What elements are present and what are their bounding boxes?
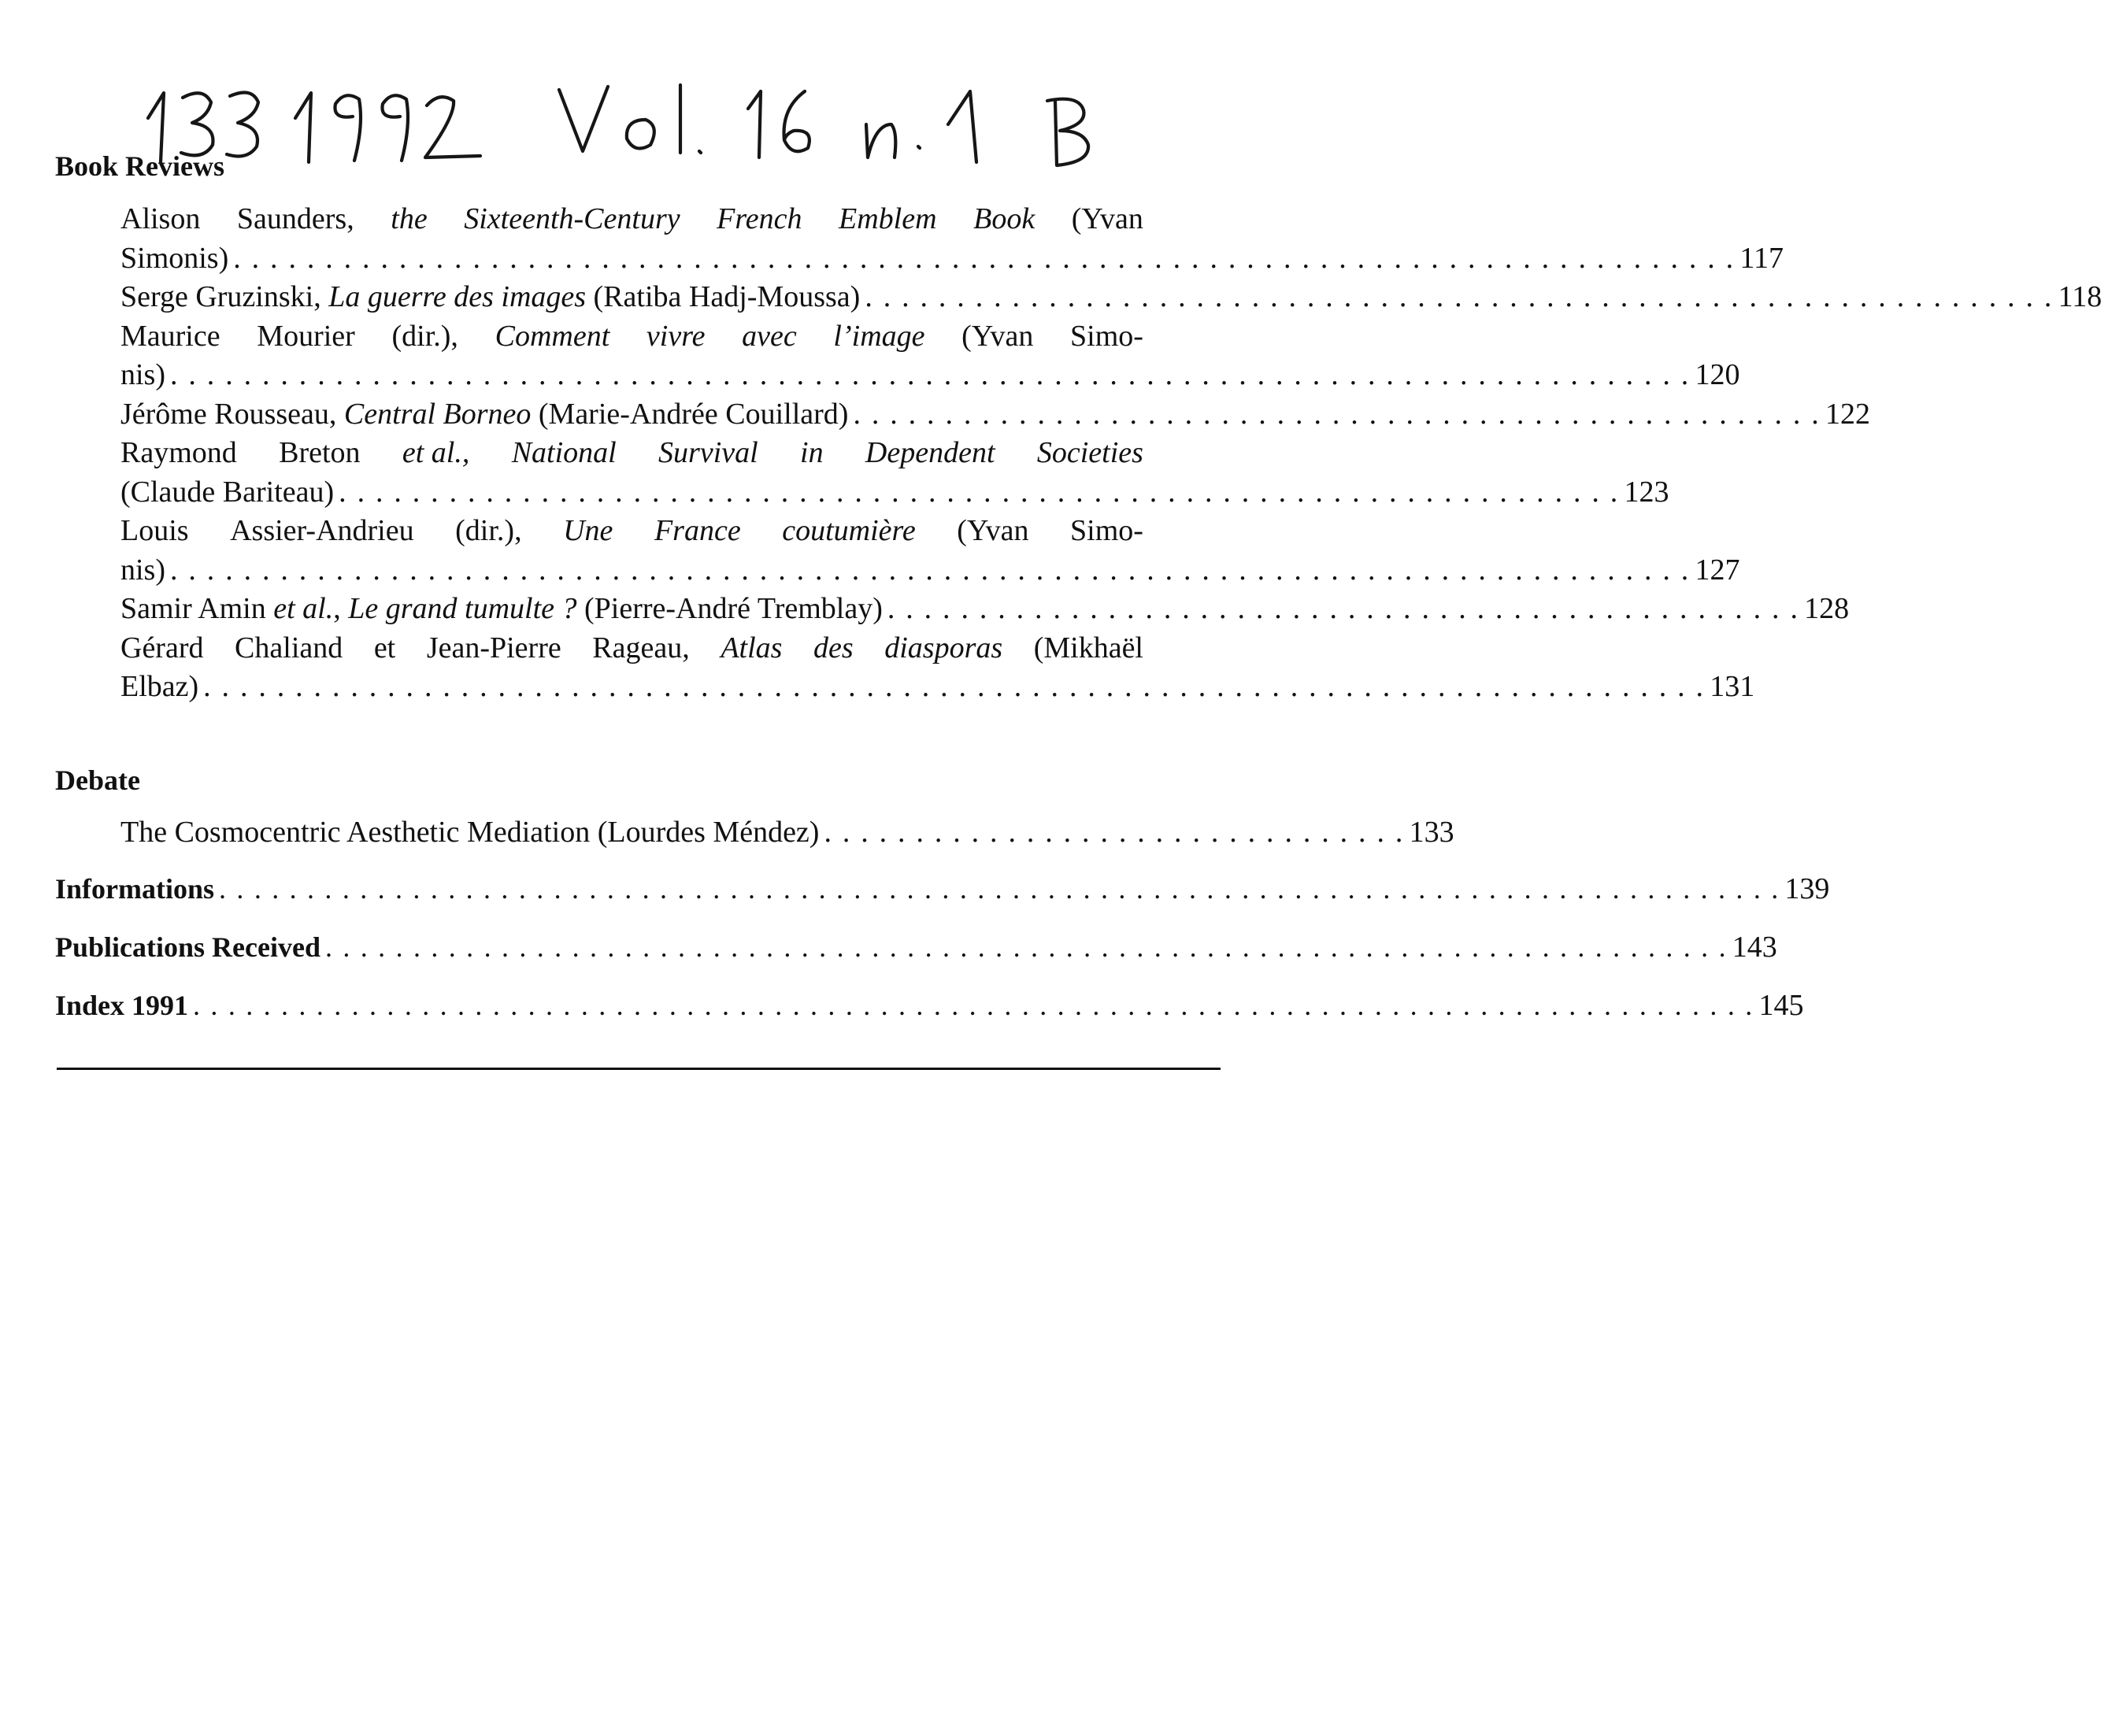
toc-entry-line	[120, 590, 1850, 629]
toc-word: Societies	[1036, 436, 1143, 469]
toc-word: Gérard	[120, 631, 204, 664]
leader-dots: . . . . . . . . . . . . . . . . . . . . . . . . . . . . . . . . . . . . . . . . . . . . . . . . . . . . . . . . . . . . . . . . . . . . . . . . . . . . . . . . . . . . . . . . .	[193, 989, 1754, 1021]
page-number: 120	[1695, 358, 1740, 391]
toc-entry-line	[120, 395, 1870, 435]
section-heading-publications-received: Publications Received	[55, 931, 320, 963]
leader-dots: . . . . . . . . . . . . . . . . . . . . . . . . . . . . . . . . . . . . . . . . . . . . . . . . . . . . . . . . . . . . . . . . . . . . . . . . . . . . . . . . . .	[233, 241, 1736, 275]
toc-entry-line	[120, 200, 1143, 239]
toc-word: Assier-Andrieu	[230, 514, 414, 547]
toc-entry-text	[120, 278, 860, 317]
leader-dots: . . . . . . . . . . . . . . . . . . . . . . . . . . . . . . . . . . . . . . . . . . . . . . . . . . . . .	[853, 397, 1821, 431]
leader-dots: . . . . . . . . . . . . . . . . . . . . . . . . . . . . . . . . . . . . . . . . . . . . . . . . . . . . . . . . . . . . . . . . . . . . . . . . . . . . . . . . . .	[203, 670, 1706, 703]
toc-word: (Yvan	[957, 514, 1029, 547]
toc-word: diasporas	[884, 631, 1003, 664]
page-number: 122	[1825, 397, 1870, 431]
table-of-contents	[55, 146, 2102, 1025]
leader-dots: . . . . . . . . . . . . . . . . . . . . . . . . . . . . . . . . . . . . . . . . . . . . . . . . . . . . . . . . . . . . . . . . . . . . . . . . . . . . . . . .	[324, 931, 1728, 963]
toc-word: Comment	[495, 319, 610, 353]
toc-entry-line	[120, 812, 1454, 852]
toc-entry-title: La guerre des images	[328, 280, 587, 313]
toc-word: Dependent	[865, 436, 995, 469]
leader-dots: . . . . . . . . . . . . . . . . . . . . . . . . . . . . . . . . . . . . . . . . . . . . . . . . . . . . . . . . . . . . . . . . .	[865, 280, 2054, 313]
page-number: 118	[2058, 280, 2102, 313]
toc-entry-line	[120, 434, 1143, 473]
leader-dots: . . . . . . . . . . . . . . . . . . . . . . . . . . . . . . . . . . . . . . . . . . . . . . . . . . . . . . . . . . . . . . . . . . . . . .	[339, 475, 1620, 509]
toc-entry-reviewer: (Ratiba Hadj-Moussa)	[586, 280, 861, 313]
book-reviews-list	[120, 200, 2102, 707]
leader-dots: . . . . . . . . . . . . . . . . . . . . . . . . . . . . . . . . . . . . . . . . . . . . . . . . . . . . . . . . . . . . . . . . . . . . . . . . . . . . . . . . . . .	[170, 553, 1691, 587]
section-heading-book-reviews: Book Reviews	[55, 150, 224, 182]
toc-entry	[120, 512, 1740, 590]
toc-word: avec	[742, 319, 797, 353]
toc-entry-reviewer: (Marie-Andrée Couillard)	[531, 397, 849, 431]
toc-entry-text: nis)	[120, 358, 165, 391]
toc-word: et al.,	[402, 436, 470, 469]
toc-entry	[120, 629, 1755, 707]
toc-entry-line	[120, 239, 1784, 279]
toc-word: Book	[973, 202, 1035, 235]
toc-entry	[120, 278, 2102, 317]
toc-entry	[120, 395, 1870, 435]
toc-word: in	[800, 436, 824, 469]
toc-word: Jean-Pierre	[426, 631, 561, 664]
toc-entry-line	[120, 668, 1755, 707]
toc-word: (dir.),	[391, 319, 458, 353]
toc-word: Simo-	[1070, 319, 1143, 353]
toc-entry-reviewer: (Pierre-André Tremblay)	[576, 592, 883, 625]
toc-word: France	[654, 514, 741, 547]
toc-entry-text: (Claude Bariteau)	[120, 475, 335, 509]
toc-entry-text	[120, 395, 848, 435]
section-heading-index: Index 1991	[55, 989, 189, 1021]
toc-word: (dir.),	[455, 514, 522, 547]
section-heading-informations: Informations	[55, 872, 215, 905]
page-number: 139	[1784, 872, 1830, 905]
toc-word: Mourier	[257, 319, 355, 353]
toc-word: Une	[563, 514, 613, 547]
toc-word: French	[717, 202, 802, 235]
toc-word: Raymond	[120, 436, 237, 469]
toc-entry	[120, 434, 1669, 512]
toc-entry-text: Elbaz)	[120, 670, 199, 703]
toc-word: Chaliand	[235, 631, 343, 664]
toc-entry-title: Le grand tumulte ?	[348, 592, 577, 625]
toc-word: Rageau,	[592, 631, 690, 664]
leader-dots: . . . . . . . . . . . . . . . . . . . . . . . . . . . . . . . . . . . . . . . . . . . . . . . . . .	[887, 592, 1800, 625]
toc-entry-line	[120, 278, 2102, 317]
toc-entry	[120, 590, 1850, 629]
toc-word: coutumière	[782, 514, 916, 547]
horizontal-rule	[57, 1068, 1221, 1070]
toc-word: Simo-	[1070, 514, 1143, 547]
leader-dots: . . . . . . . . . . . . . . . . . . . . . . . . . . . . . . . .	[824, 815, 1405, 849]
debate-list	[120, 812, 1454, 852]
page-number: 123	[1624, 475, 1669, 509]
toc-entry-text	[120, 590, 883, 629]
toc-entry-line	[120, 473, 1669, 513]
toc-entry-publications-received	[55, 927, 1777, 967]
toc-entry-author: Serge Gruzinski,	[120, 280, 329, 313]
toc-word: vivre	[646, 319, 706, 353]
toc-entry-line	[120, 551, 1740, 590]
toc-word: Saunders,	[236, 202, 354, 235]
toc-entry	[120, 317, 1740, 395]
toc-word: et	[373, 631, 396, 664]
toc-word: Emblem	[839, 202, 937, 235]
toc-word: des	[813, 631, 854, 664]
toc-word: Sixteenth-Century	[464, 202, 680, 235]
leader-dots: . . . . . . . . . . . . . . . . . . . . . . . . . . . . . . . . . . . . . . . . . . . . . . . . . . . . . . . . . . . . . . . . . . . . . . . . . . . . . . . . . . . . . . . . .	[219, 872, 1780, 905]
toc-word: National	[511, 436, 617, 469]
page-number: 117	[1739, 241, 1784, 275]
toc-word: (Yvan	[1071, 202, 1143, 235]
toc-entry-line	[120, 512, 1143, 551]
toc-entry-text: nis)	[120, 553, 165, 587]
page-number: 143	[1732, 930, 1777, 964]
toc-word: Survival	[658, 436, 758, 469]
page-number: 131	[1710, 670, 1755, 703]
toc-entry-text: The Cosmocentric Aesthetic Mediation (Lourdes Méndez)	[120, 815, 820, 849]
toc-word: (Yvan	[961, 319, 1034, 353]
toc-entry-separator: ,	[333, 592, 349, 625]
toc-entry-informations	[55, 869, 1830, 909]
toc-word: Breton	[279, 436, 361, 469]
toc-entry-line	[120, 629, 1143, 668]
toc-entry-index	[55, 986, 1804, 1025]
toc-entry-line	[120, 317, 1143, 357]
toc-word: the	[391, 202, 428, 235]
toc-entry-author: Jérôme Rousseau,	[120, 397, 344, 431]
section-heading-debate: Debate	[55, 764, 140, 796]
toc-entry-author: Samir Amin	[120, 592, 274, 625]
toc-entry	[120, 812, 1454, 852]
page-number: 128	[1804, 592, 1850, 625]
toc-word: l’image	[833, 319, 925, 353]
toc-word: Maurice	[120, 319, 220, 353]
toc-word: (Mikhaël	[1033, 631, 1143, 664]
toc-word: Atlas	[721, 631, 783, 664]
toc-entry-title: Central Borneo	[343, 397, 532, 431]
toc-entry-text: Simonis)	[120, 241, 229, 275]
leader-dots: . . . . . . . . . . . . . . . . . . . . . . . . . . . . . . . . . . . . . . . . . . . . . . . . . . . . . . . . . . . . . . . . . . . . . . . . . . . . . . . . . . .	[170, 358, 1691, 391]
toc-word: Louis	[120, 514, 189, 547]
toc-entry-line	[120, 356, 1740, 395]
toc-entry-etal: et al.	[273, 592, 334, 625]
toc-word: Alison	[120, 202, 201, 235]
toc-entry	[120, 200, 1784, 278]
page-number: 145	[1758, 988, 1804, 1022]
page-number: 127	[1695, 553, 1740, 587]
page-number: 133	[1409, 815, 1454, 849]
debate-section	[55, 761, 1454, 852]
